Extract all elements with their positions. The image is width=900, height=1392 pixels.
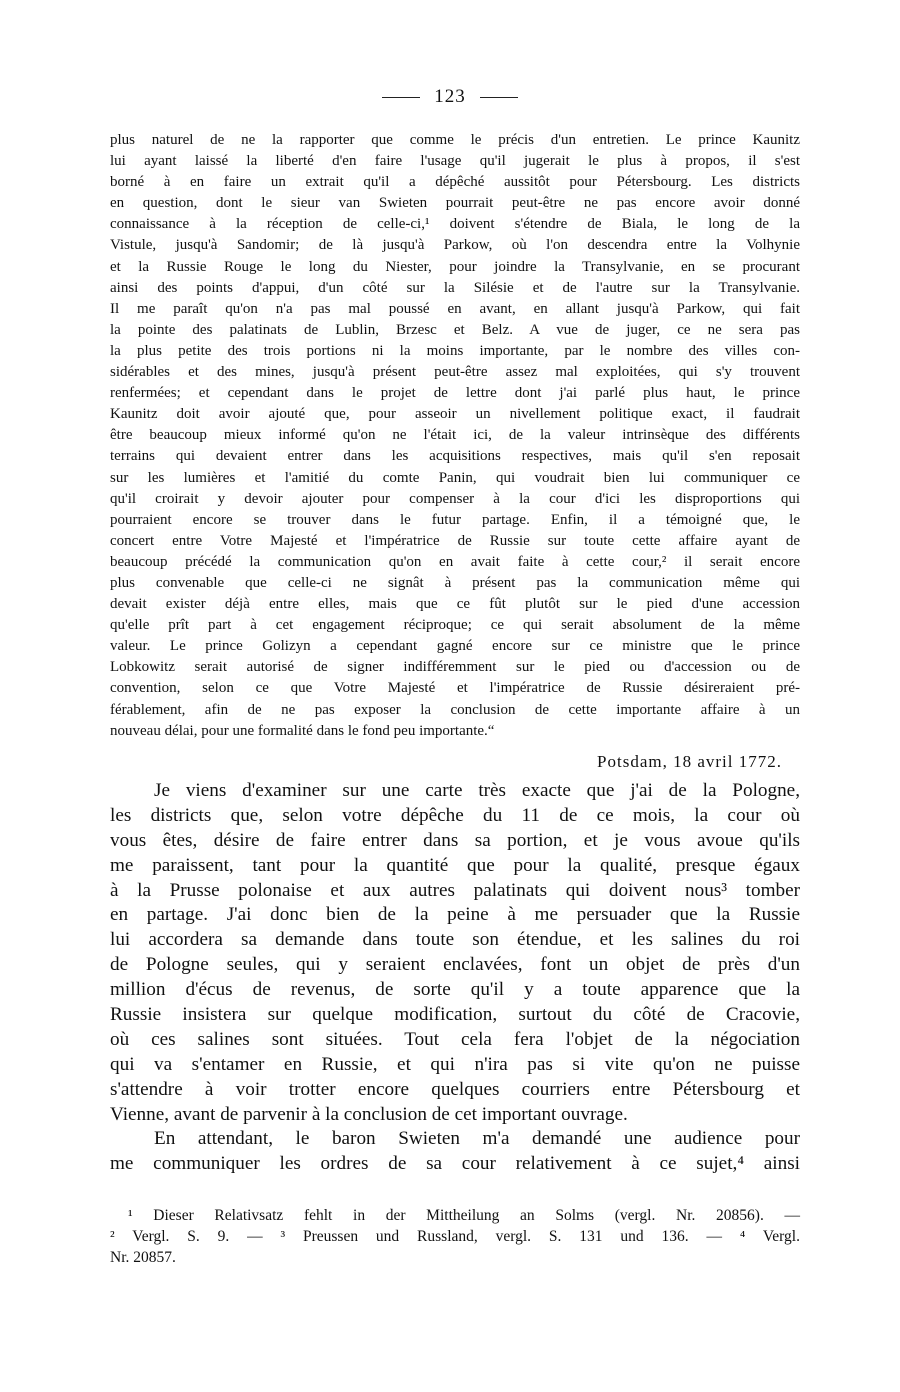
quote-line: férablement, afin de ne pas exposer la conclusion de cette importante affaire à un (110, 701, 800, 718)
letter-line: Vienne, avant de parvenir à la conclusion de cet important ouvrage. (110, 1103, 628, 1125)
quote-line: sidérables et des mines, jusqu'à présent peut-être assez mal exploitées, qui s'y trouvent (110, 364, 800, 381)
footnotes (110, 1205, 800, 1268)
quote-line: et la Russie Rouge le long du Niester, pour joindre la Transylvanie, en se procurant (110, 258, 800, 275)
letter-line: de Pologne seules, qui y seraient enclavées, font un objet de près d'un (110, 954, 800, 976)
letter-line: les districts que, selon votre dépêche du 11 de ce mois, la cour où (110, 804, 800, 826)
page-header (0, 86, 900, 108)
quote-line: beaucoup précédé la communication qu'on en avait faite à cette cour,² il serait encore (110, 553, 800, 570)
letter-line: s'attendre à voir trotter encore quelques courriers entre Pétersbourg et (110, 1078, 800, 1100)
letter-line: en partage. J'ai donc bien de la peine à me persuader que la Russie (110, 904, 800, 926)
letter-line: lui accordera sa demande dans toute son étendue, et les salines du roi (110, 929, 800, 951)
quote-line: valeur. Le prince Golizyn a cependant gagné encore sur ce ministre que le prince (110, 638, 800, 655)
footnote-line: ² Vergl. S. 9. — ³ Preussen und Russland, vergl. S. 131 und 136. — ⁴ Vergl. (110, 1228, 800, 1245)
letter-body (110, 779, 800, 1177)
quote-line: sur les lumières et l'amitié du comte Panin, qui voudrait bien lui communiquer ce (110, 469, 800, 486)
header-rule-right (480, 97, 518, 98)
quote-line: Vistule, jusqu'à Sandomir; de là jusqu'à Parkow, où l'on descendra entre la Volhynie (110, 237, 800, 254)
quote-line: connaissance à la réception de celle-ci,¹ doivent s'étendre de Biala, le long de la (110, 216, 800, 233)
footnote-line: Nr. 20857. (110, 1249, 176, 1266)
quote-line: pourraient encore se trouver dans le futur partage. Enfin, il a témoigné que, le (110, 511, 800, 528)
quote-line: en question, dont le sieur van Swieten pourrait peut-être ne pas encore avoir donné (110, 195, 800, 212)
quote-line: Lobkowitz serait autorisé de signer indifféremment sur le pied ou d'accession ou de (110, 659, 800, 676)
quote-line: qu'il croirait y devoir ajouter pour compenser à la cour d'ici les disproportions qui (110, 490, 800, 507)
quote-line: borné à en faire un extrait qu'il a dépêché aussitôt pour Pétersbourg. Les districts (110, 174, 800, 191)
letter-line: Je viens d'examiner sur une carte très exacte que j'ai de la Pologne, (154, 780, 800, 801)
dateline: Potsdam, 18 avril 1772. (597, 752, 782, 771)
letter-line: où ces salines sont situées. Tout cela fera l'objet de la négociation (110, 1028, 800, 1050)
quote-line: plus naturel de ne la rapporter que comme le précis d'un entretien. Le prince Kaunitz (110, 132, 800, 148)
letter-line: vous êtes, désire de faire entrer dans sa portion, et je vous avoue qu'ils (110, 829, 800, 851)
quote-line: la pointe des palatinats de Lublin, Brzesc et Belz. A vue de juger, ce ne sera pas (110, 321, 800, 338)
header-rule-left (382, 97, 420, 98)
quote-line: ainsi des points d'appui, d'un côté sur la Silésie et de l'autre sur la Transylvanie. (110, 279, 800, 296)
letter-line: me communiquer les ordres de sa cour relativement à ce sujet,⁴ ainsi (110, 1153, 800, 1175)
quote-line: nouveau délai, pour une formalité dans le fond peu importante.“ (110, 722, 495, 739)
letter-line: qui va s'entamer en Russie, et qui n'ira pas si vite qu'on ne puisse (110, 1053, 800, 1075)
quote-line: la plus petite des trois portions ni la moins importante, par le nombre des villes con- (110, 342, 800, 359)
letter-line: En attendant, le baron Swieten m'a demandé une audience pour (154, 1128, 800, 1150)
quote-line: plus convenable que celle-ci ne signât à présent pas la communication même qui (110, 574, 800, 591)
quote-line: Il me paraît qu'on n'a pas mal poussé en avant, en allant jusqu'à Parkow, qui fait (110, 300, 800, 317)
page-number: 123 (434, 86, 466, 107)
quote-line: lui ayant laissé la liberté d'en faire l'usage qu'il jugerait le plus à propos, il s'est (110, 153, 800, 170)
letter-line: million d'écus de revenus, de sorte qu'il y a toute apparence que la (110, 979, 800, 1001)
letter-line: Russie insistera sur quelque modification, surtout du côté de Cracovie, (110, 1004, 800, 1026)
footnote-line: ¹ Dieser Relativsatz fehlt in der Mittheilung an Solms (vergl. Nr. 20856). — (128, 1207, 800, 1224)
quote-line: concert entre Votre Majesté et l'impératrice de Russie sur toute cette affaire ayant de (110, 532, 800, 549)
quote-line: renfermées; et cependant dans le projet de lettre dont j'ai parlé plus haut, le prince (110, 385, 800, 402)
quote-line: terrains qui devaient entrer dans les acquisitions respectives, mais qu'il s'en reposait (110, 448, 800, 465)
quote-line: devait exister déjà entre elles, mais que ce fût plutôt sur le pied d'une accession (110, 596, 800, 613)
letter-line: me paraissent, tant pour la quantité que pour la qualité, presque égaux (110, 854, 800, 876)
quote-line: être beaucoup mieux informé qu'on ne l'était ici, de la valeur intrinsèque des différents (110, 427, 800, 444)
quote-line: Kaunitz doit avoir ajouté que, pour asseoir un nivellement politique exact, il faudrait (110, 406, 800, 423)
letter-line: à la Prusse polonaise et aux autres palatinats qui doivent nous³ tomber (110, 879, 800, 901)
quote-line: convention, selon ce que Votre Majesté et l'impératrice de Russie désireraient pré- (110, 680, 800, 697)
quote-line: qu'elle prît part à cet engagement réciproque; ce qui serait absolument de la même (110, 617, 800, 634)
quoted-report (110, 130, 800, 742)
